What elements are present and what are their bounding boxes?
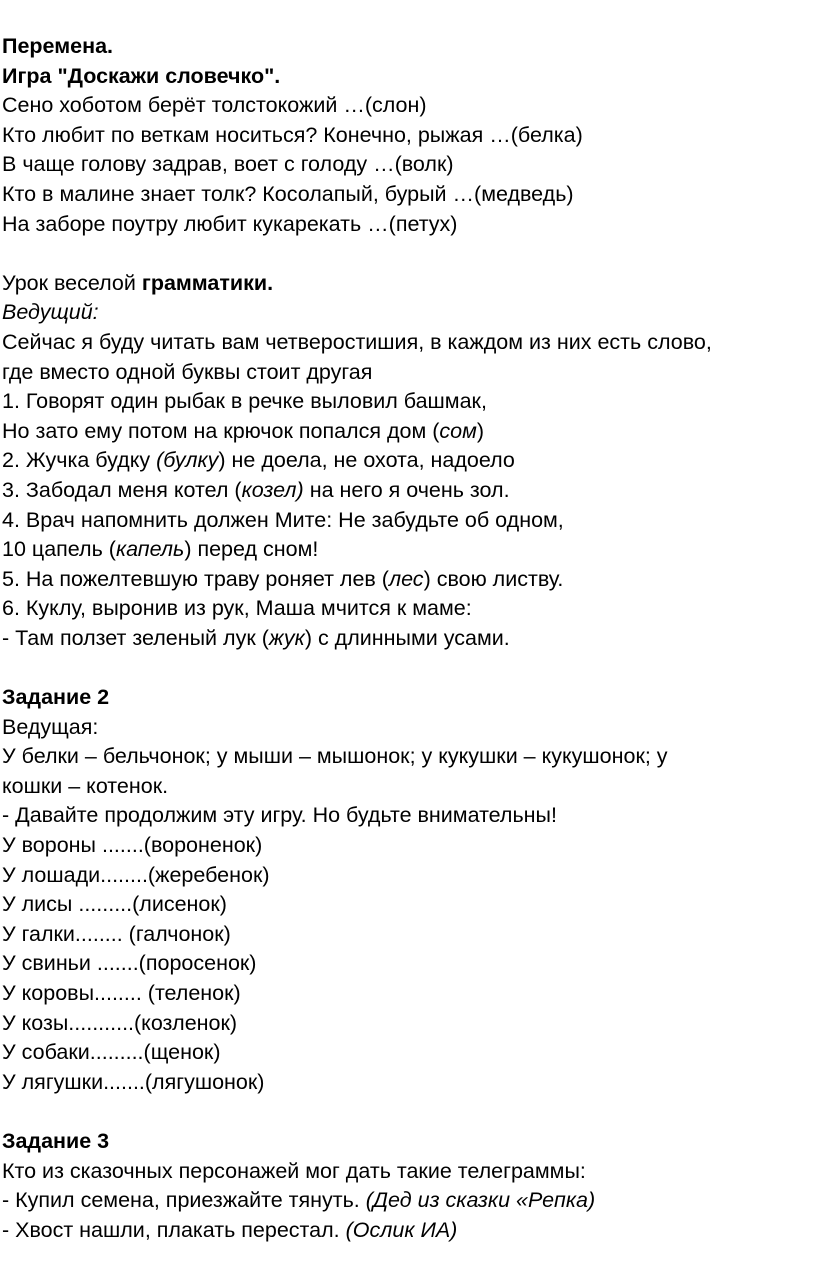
poem-text: ) с длинными усами.: [304, 625, 510, 650]
telegram-answer: (Ослик ИА): [345, 1217, 458, 1242]
poem-line: 4. Врач напомнить должен Мите: Не забудьте об одном,: [2, 507, 564, 532]
poem-line: [2, 624, 816, 654]
spacer: [2, 653, 816, 683]
task-2-title: Задание 2: [2, 685, 110, 710]
poem-line: [2, 565, 816, 595]
spacer: [2, 1097, 816, 1127]
grammar-title-bold: грамматики.: [141, 270, 274, 295]
poem-line: [2, 476, 816, 506]
poem-line: [2, 417, 816, 447]
poem-answer: козел): [241, 477, 304, 502]
riddle-line: Кто в малине знает толк? Косолапый, бурый …(медведь): [2, 181, 574, 206]
poem-answer: капель: [115, 537, 185, 562]
poem-text: ) не доела, не охота, надоело: [218, 448, 515, 473]
telegram-line: [2, 1216, 816, 1246]
animal-item: У галки........ (галчонок): [2, 921, 231, 946]
telegram-answer: (Дед из сказки «Репка): [365, 1188, 596, 1213]
poem-text: 10 цапель (: [2, 537, 116, 562]
poem-text: на него я очень зол.: [303, 477, 510, 502]
game-title: Игра "Доскажи словечко".: [2, 63, 281, 88]
task-2-intro: кошки – котенок.: [2, 773, 169, 798]
riddle-line: Кто любит по веткам носиться? Конечно, рыжая …(белка): [2, 122, 583, 147]
host-label-text: Ведущий:: [2, 300, 99, 325]
host-label: [2, 298, 816, 328]
host-label: Ведущая:: [2, 714, 99, 739]
poem-line: [2, 535, 816, 565]
task-3-intro: Кто из сказочных персонажей мог дать такие телеграммы:: [2, 1158, 586, 1183]
poem-text: 3. Забодал меня котел (: [2, 477, 242, 502]
task-2-intro: - Давайте продолжим эту игру. Но будьте внимательны!: [2, 803, 557, 828]
riddle-line: В чаще голову задрав, воет с голоду …(волк): [2, 152, 454, 177]
animal-item: У свиньи .......(поросенок): [2, 951, 257, 976]
animal-item: У собаки.........(щенок): [2, 1040, 221, 1065]
task-3-title: Задание 3: [2, 1128, 110, 1153]
grammar-title-prefix: Урок веселой: [2, 270, 142, 295]
poem-answer: жук: [268, 625, 305, 650]
section-title-break: Перемена.: [2, 34, 113, 58]
animal-item: У коровы........ (теленок): [2, 981, 241, 1005]
poem-text: ) свою листву.: [423, 566, 564, 591]
animal-item: У лисы .........(лисенок): [2, 892, 227, 917]
riddle-line: Сено хоботом берёт толстокожий …(слон): [2, 93, 427, 118]
poem-text: - Там ползет зеленый лук (: [2, 625, 269, 650]
animal-item: У козы...........(козленок): [2, 1010, 238, 1035]
poem-text: ) перед сном!: [184, 537, 319, 562]
poem-answer: (булку: [156, 448, 219, 473]
poem-answer: лес: [388, 566, 424, 591]
animal-item: У лошади........(жеребенок): [2, 862, 270, 887]
animal-item: У лягушки.......(лягушонок): [2, 1069, 265, 1094]
task-2-intro: У белки – бельчонок; у мыши – мышонок; у кукушки – кукушонок; у: [2, 744, 668, 769]
poem-text: 5. На пожелтевшую траву роняет лев (: [2, 566, 389, 591]
spacer: [2, 239, 816, 269]
telegram-text: - Купил семена, приезжайте тянуть.: [2, 1188, 366, 1213]
poem-line: [2, 446, 816, 476]
poem-line: 1. Говорят один рыбак в речке выловил башмак,: [2, 389, 487, 414]
animal-item: У вороны .......(вороненок): [2, 833, 263, 858]
grammar-intro-line: Сейчас я буду читать вам четверостишия, в каждом из них есть слово,: [2, 329, 712, 354]
grammar-lesson-title: [2, 269, 816, 299]
poem-line: 6. Куклу, выронив из рук, Маша мчится к маме:: [2, 596, 472, 621]
telegram-line: [2, 1186, 816, 1216]
poem-answer: сом: [439, 418, 477, 443]
telegram-text: - Хвост нашли, плакать перестал.: [2, 1217, 346, 1242]
poem-text: Но зато ему потом на крючок попался дом (: [2, 418, 440, 443]
grammar-intro-line: где вместо одной буквы стоит другая: [2, 359, 373, 384]
riddle-line: На заборе поутру любит кукарекать …(петух): [2, 211, 458, 236]
poem-text: ): [476, 418, 484, 443]
poem-text: 2. Жучка будку: [2, 448, 157, 473]
